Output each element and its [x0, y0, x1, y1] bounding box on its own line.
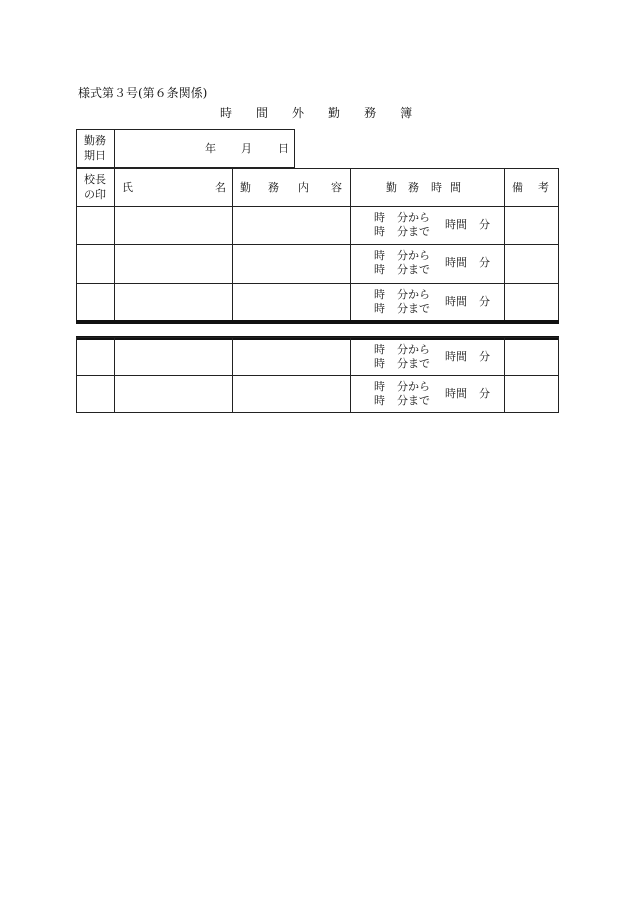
work-date-label-1: 勤務 — [84, 134, 106, 147]
year-label: 年 — [205, 142, 216, 155]
title-char: 間 — [256, 106, 269, 120]
principal-seal-header-1: 校長 — [84, 173, 106, 186]
title-char: 外 — [292, 106, 305, 120]
name-header-right: 名 — [215, 181, 226, 194]
form-number-label: 様式第３号(第６条関係) — [78, 86, 208, 100]
month-label: 月 — [241, 142, 252, 155]
title-char: 勤 — [328, 106, 341, 120]
document-title — [220, 104, 412, 121]
day-label: 日 — [278, 142, 289, 155]
title-char: 務 — [364, 106, 377, 120]
name-header-left: 氏 — [122, 181, 133, 194]
principal-seal-header-2: の印 — [84, 188, 106, 201]
title-char: 時 — [220, 106, 233, 120]
table-break-line-top — [76, 320, 559, 324]
work-date-label-2: 期日 — [84, 149, 106, 162]
title-char: 簿 — [400, 106, 413, 120]
